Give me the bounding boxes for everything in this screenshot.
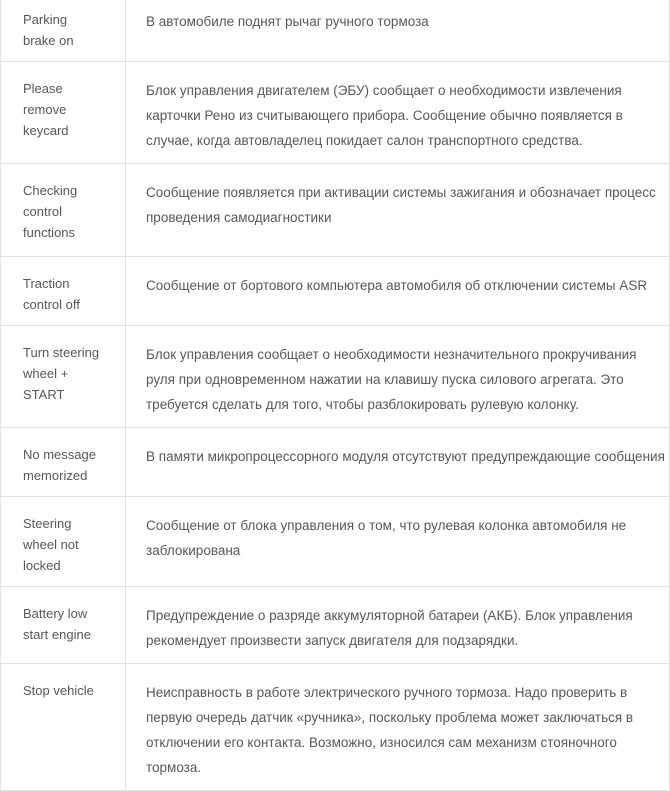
message-cell: Checking control functions [1,164,126,256]
message-cell: Please remove keycard [1,62,126,163]
description-cell: Предупреждение о разряде аккумуляторной батареи (АКБ). Блок управления рекомендует произвести запуск двигателя для подзарядки. [146,608,633,648]
description-cell: Неисправность в работе электрического ручного тормоза. Надо проверить в первую очередь датчик «ручника», поскольку проблема может заключаться в отключении его контакта. Возможно, износился сам механизм стояночного тормоза. [146,685,634,775]
table-row [1,62,669,164]
message-cell: Battery low start engine [1,587,126,663]
message-cell: No message memorized [1,428,126,496]
description-cell: В автомобиле поднят рычаг ручного тормоза [146,14,429,29]
description-cell: Блок управления двигателем (ЭБУ) сообщает о необходимости извлечения карточки Рено из считывающего прибора. Сообщение обычно появляется в случае, когда автовладелец покидает салон транспортного средства. [146,83,623,148]
table-row [1,0,669,62]
message-cell: Stop vehicle [1,664,126,790]
table-row [1,587,669,664]
table-row [1,257,669,326]
description-cell: Сообщение появляется при активации системы зажигания и обозначает процесс проведения самодиагностики [146,185,656,225]
message-cell: Turn steering wheel + START [1,326,126,427]
description-cell: Сообщение от блока управления о том, что рулевая колонка автомобиля не заблокирована [146,518,627,558]
description-cell: Блок управления сообщает о необходимости незначительного прокручивания руля при одновременном нажатии на клавишу пуска силового агрегата. Это требуется сделать для того, чтобы разблокировать рулевую колонку. [146,347,637,412]
message-cell: Steering wheel not locked [1,497,126,586]
message-cell: Parking brake on [1,0,126,61]
table-row [1,497,669,587]
table-row [1,664,669,791]
table-row [1,326,669,428]
table-row [1,164,669,257]
message-cell: Traction control off [1,257,126,325]
description-cell: В памяти микропроцессорного модуля отсутствуют предупреждающие сообщения [146,449,665,464]
description-cell: Сообщение от бортового компьютера автомобиля об отключении системы ASR [146,278,648,293]
table-row [1,428,669,497]
